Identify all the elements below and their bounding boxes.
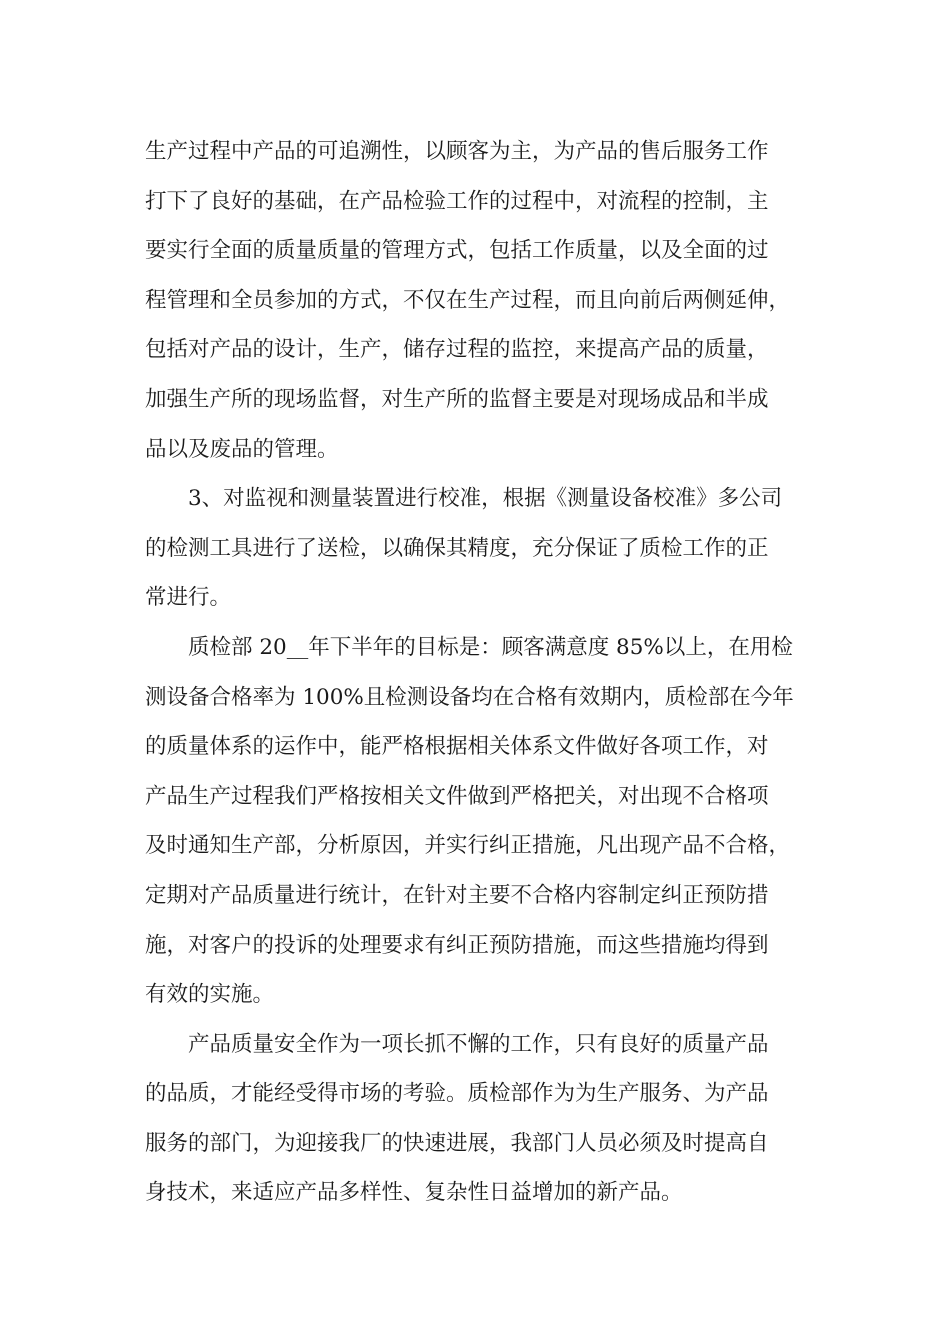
text-line: 施，对客户的投诉的处理要求有纠正预防措施，而这些措施均得到 [145, 932, 769, 958]
text-line: 加强生产所的现场监督，对生产所的监督主要是对现场成品和半成 [145, 386, 769, 412]
text-line: 包括对产品的设计，生产，储存过程的监控，来提高产品的质量， [145, 337, 769, 363]
text-line: 生产过程中产品的可追溯性，以顾客为主，为产品的售后服务工作 [145, 139, 769, 164]
paragraph-1 [145, 127, 813, 474]
paragraph-2 [145, 474, 813, 623]
text-line: 产品质量安全作为一项长抓不懈的工作，只有良好的质量产品 [188, 1031, 769, 1057]
text-line: 的品质，才能经受得市场的考验。质检部作为为生产服务、为产品 [145, 1081, 769, 1107]
text-line: 及时通知生产部，分析原因，并实行纠正措施，凡出现产品不合格， [145, 833, 791, 859]
text-line: 测设备合格率为 100%且检测设备均在合格有效期内，质检部在今年 [145, 684, 794, 710]
text-line: 服务的部门，为迎接我厂的快速进展，我部门人员必须及时提高自 [145, 1130, 769, 1156]
text-line: 打下了良好的基础，在产品检验工作的过程中，对流程的控制，主 [145, 188, 769, 214]
text-line: 品以及废品的管理。 [145, 436, 339, 462]
text-line: 身技术，来适应产品多样性、复杂性日益增加的新产品。 [145, 1180, 683, 1206]
text-line: 定期对产品质量进行统计，在针对主要不合格内容制定纠正预防措 [145, 882, 769, 908]
text-line: 质检部 20__年下半年的目标是：顾客满意度 85%以上，在用检 [188, 634, 793, 660]
text-line: 程管理和全员参加的方式，不仅在生产过程，而且向前后两侧延伸， [145, 287, 791, 313]
text-line: 产品生产过程我们严格按相关文件做到严格把关，对出现不合格项 [145, 783, 769, 809]
paragraph-4 [145, 1020, 813, 1218]
text-line: 常进行。 [145, 585, 232, 611]
text-line: 有效的实施。 [145, 982, 275, 1008]
text-line: 的质量体系的运作中，能严格根据相关体系文件做好各项工作，对 [145, 734, 769, 760]
text-line: 的检测工具进行了送检，以确保其精度，充分保证了质检工作的正 [145, 535, 769, 561]
text-line: 要实行全面的质量质量的管理方式，包括工作质量，以及全面的过 [145, 238, 769, 264]
paragraph-3 [145, 623, 813, 1020]
text-line: 3、对监视和测量装置进行校准，根据《测量设备校准》多公司 [188, 486, 783, 512]
document-body [145, 127, 813, 1218]
